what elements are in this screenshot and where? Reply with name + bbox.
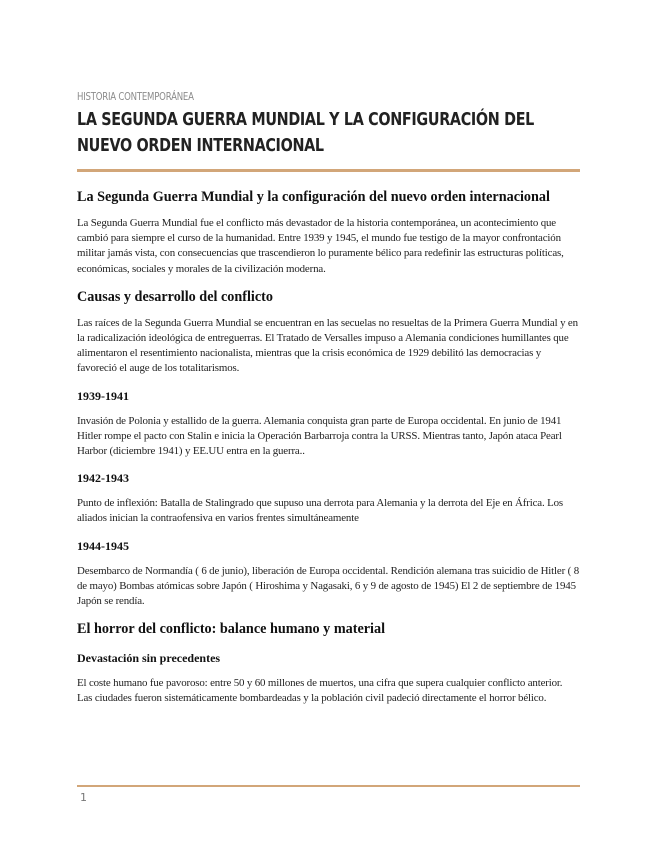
paragraph-intro: La Segunda Guerra Mundial fue el conflicto más devastador de la historia contemporánea, un acontecimiento que cambió para siempre el curso de la humanidad. Entre 1939 y 1945, el mundo fue testigo de la mayor confrontación militar jamás vista, con consecuencias que trascendieron lo puramente bélico para redefinir las estructuras políticas, económicas, sociales y morales de la civilización moderna. <box>77 217 564 275</box>
paragraph-devastacion: El coste humano fue pavoroso: entre 50 y 60 millones de muertos, una cifra que supera cualquier conflicto anterior. Las ciudades fueron sistemáticamente bombardeadas y la población civil padeció directamente el horror bélico. <box>77 677 563 705</box>
header-rule <box>77 169 580 172</box>
footer-rule <box>77 785 580 787</box>
heading-devastacion: Devastación sin precedentes <box>77 651 221 666</box>
heading-causas: Causas y desarrollo del conflicto <box>77 288 273 305</box>
period-heading-1942: 1942-1943 <box>77 471 129 486</box>
heading-main: La Segunda Guerra Mundial y la configuración del nuevo orden internacional <box>77 189 550 205</box>
section-kicker: HISTORIA CONTEMPORÁNEA <box>77 90 194 103</box>
paragraph-causas: Las raíces de la Segunda Guerra Mundial se encuentran en las secuelas no resueltas de la Primera Guerra Mundial y en la radicalización ideológica de entreguerras. El Tratado de Versalles impuso a Alemania condiciones humillantes que alimentaron el resentimiento nacionalista, mientras que la crisis económica de 1929 debilitó las democracias y favoreció el auge de los totalitarismos. <box>77 316 578 375</box>
period-text-1944: Desembarco de Normandía ( 6 de junio), liberación de Europa occidental. Rendición alemana tras suicidio de Hitler ( 8 de mayo) Bombas atómicas sobre Japón ( Hiroshima y Nagasaki, 6 y 9 de agosto de 1945) El 2 de septiembre de 1945 Japón se rendía. <box>77 564 579 608</box>
period-text-1939: Invasión de Polonia y estallido de la guerra. Alemania conquista gran parte de Europa occidental. En junio de 1941 Hitler rompe el pacto con Stalin e inicia la Operación Barbarroja contra la URSS. Mientras tanto, Japón ataca Pearl Harbor (diciembre 1941) y EE.UU entra en la guerra.. <box>77 414 562 458</box>
heading-horror: El horror del conflicto: balance humano y material <box>77 621 386 638</box>
period-heading-1944: 1944-1945 <box>77 538 129 553</box>
period-heading-1939: 1939-1941 <box>77 388 129 403</box>
page-number: 1 <box>80 791 87 804</box>
document-title: LA SEGUNDA GUERRA MUNDIAL Y LA CONFIGURACIÓN DEL NUEVO ORDEN INTERNACIONAL <box>77 110 535 156</box>
document-body <box>77 89 580 707</box>
period-text-1942: Punto de inflexión: Batalla de Stalingrado que supuso una derrota para Alemania y la derrota del Eje en África. Los aliados inician la contraofensiva en varios frentes simultáneamente <box>77 497 563 525</box>
